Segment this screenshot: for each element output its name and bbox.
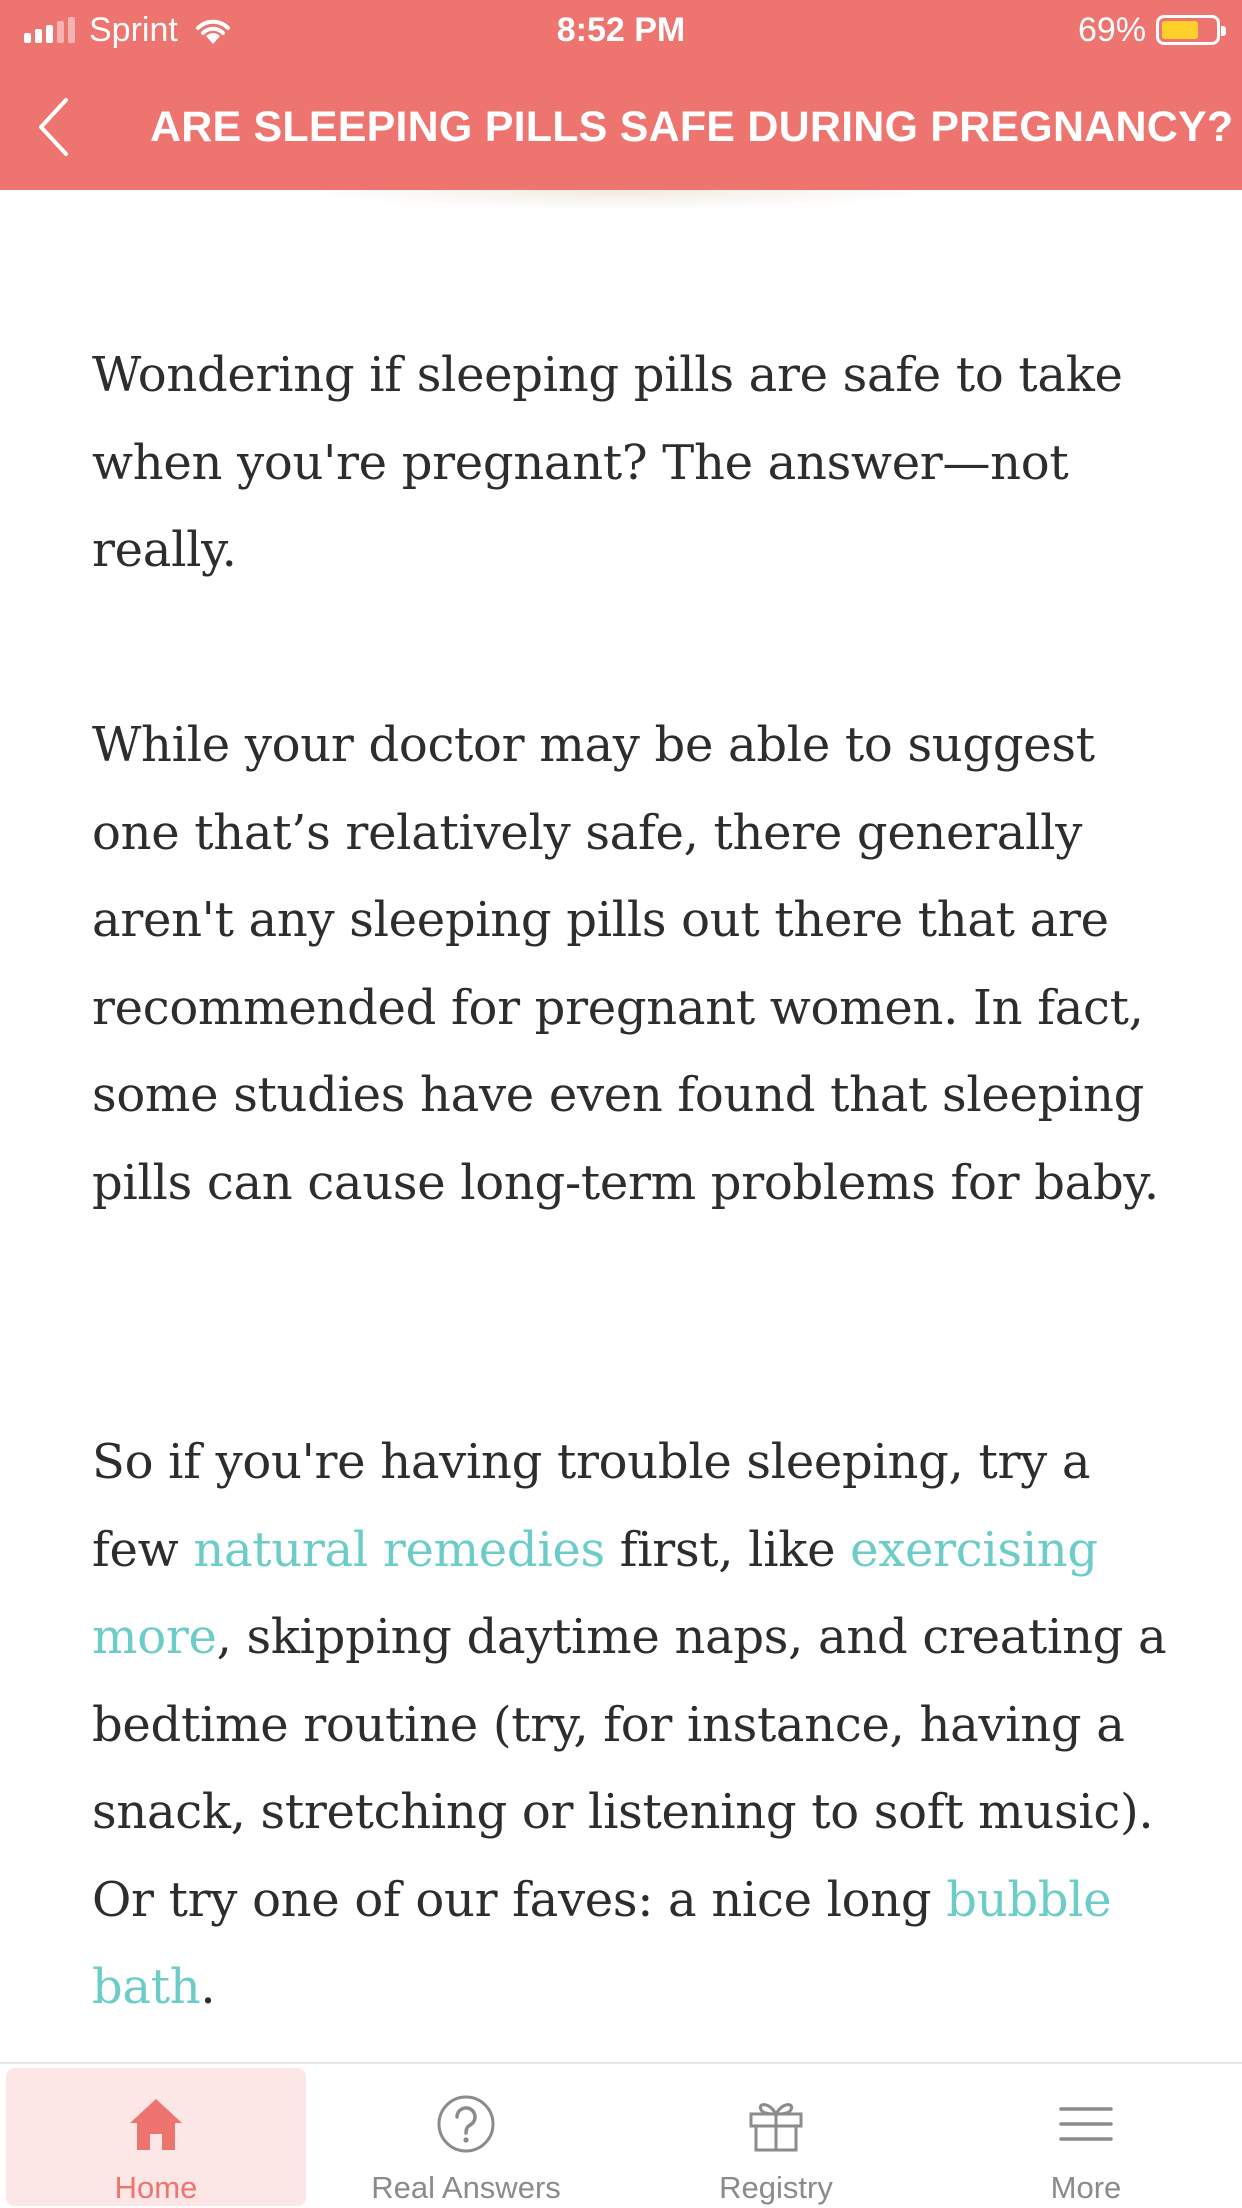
gift-icon <box>744 2092 808 2156</box>
nav-bar <box>0 62 1242 190</box>
status-time: 8:52 PM <box>556 11 686 49</box>
article-paragraph-3 <box>92 1419 1172 2032</box>
home-icon <box>124 2092 188 2156</box>
status-right <box>1078 10 1220 50</box>
status-bar <box>0 0 1242 62</box>
tab-registry[interactable] <box>626 2068 926 2206</box>
paragraph-3-text: first, like <box>604 1521 851 1578</box>
paragraph-3-text: . <box>200 1959 216 2015</box>
carrier-name: Sprint <box>89 11 178 49</box>
back-button[interactable] <box>28 92 78 162</box>
paragraph-3-text: So if you're having trouble sleeping, try a few <box>92 1434 1091 1578</box>
article-paragraph-2: While your doctor may be able to suggest one that’s relatively safe, there generally aren't any sleeping pills out there that are recommended for pregnant women. In fact, some studies have even found that sleeping pills can cause long-term problems for baby. <box>92 717 1159 1211</box>
tab-home[interactable] <box>6 2068 306 2206</box>
tab-real-answers-label: Real Answers <box>371 2170 561 2205</box>
page-title: ARE SLEEPING PILLS SAFE DURING PREGNANCY? <box>150 103 1234 151</box>
article-paragraph-1: Wondering if sleeping pills are safe to take when you're pregnant? The answer—not really. <box>92 347 1123 578</box>
question-circle-icon <box>434 2092 498 2156</box>
battery-cap <box>1221 26 1226 36</box>
battery-level <box>1162 21 1198 39</box>
tab-more-label: More <box>1050 2170 1122 2205</box>
menu-icon <box>1054 2092 1118 2156</box>
tab-home-label: Home <box>114 2170 198 2205</box>
tab-registry-label: Registry <box>719 2170 833 2205</box>
battery-icon <box>1156 15 1220 45</box>
paragraph-3-text: , skipping daytime naps, and creating a bedtime routine (try, for instance, having a snack, stretching or listening to soft music). Or try one of our faves: a nice long <box>92 1609 1167 1928</box>
exercising-more-link[interactable]: exercising more <box>92 1521 1098 1665</box>
tab-more[interactable] <box>936 2068 1236 2206</box>
tab-real-answers[interactable] <box>316 2068 616 2206</box>
tab-bar <box>0 2062 1242 2208</box>
natural-remedies-link[interactable]: natural remedies <box>193 1521 605 1578</box>
top-bar <box>0 0 1242 190</box>
header-shadow <box>300 190 940 210</box>
battery-percentage: 69% <box>1077 11 1146 49</box>
chevron-left-icon <box>36 96 70 158</box>
bubble-bath-link[interactable]: bubble bath <box>92 1871 1112 2015</box>
